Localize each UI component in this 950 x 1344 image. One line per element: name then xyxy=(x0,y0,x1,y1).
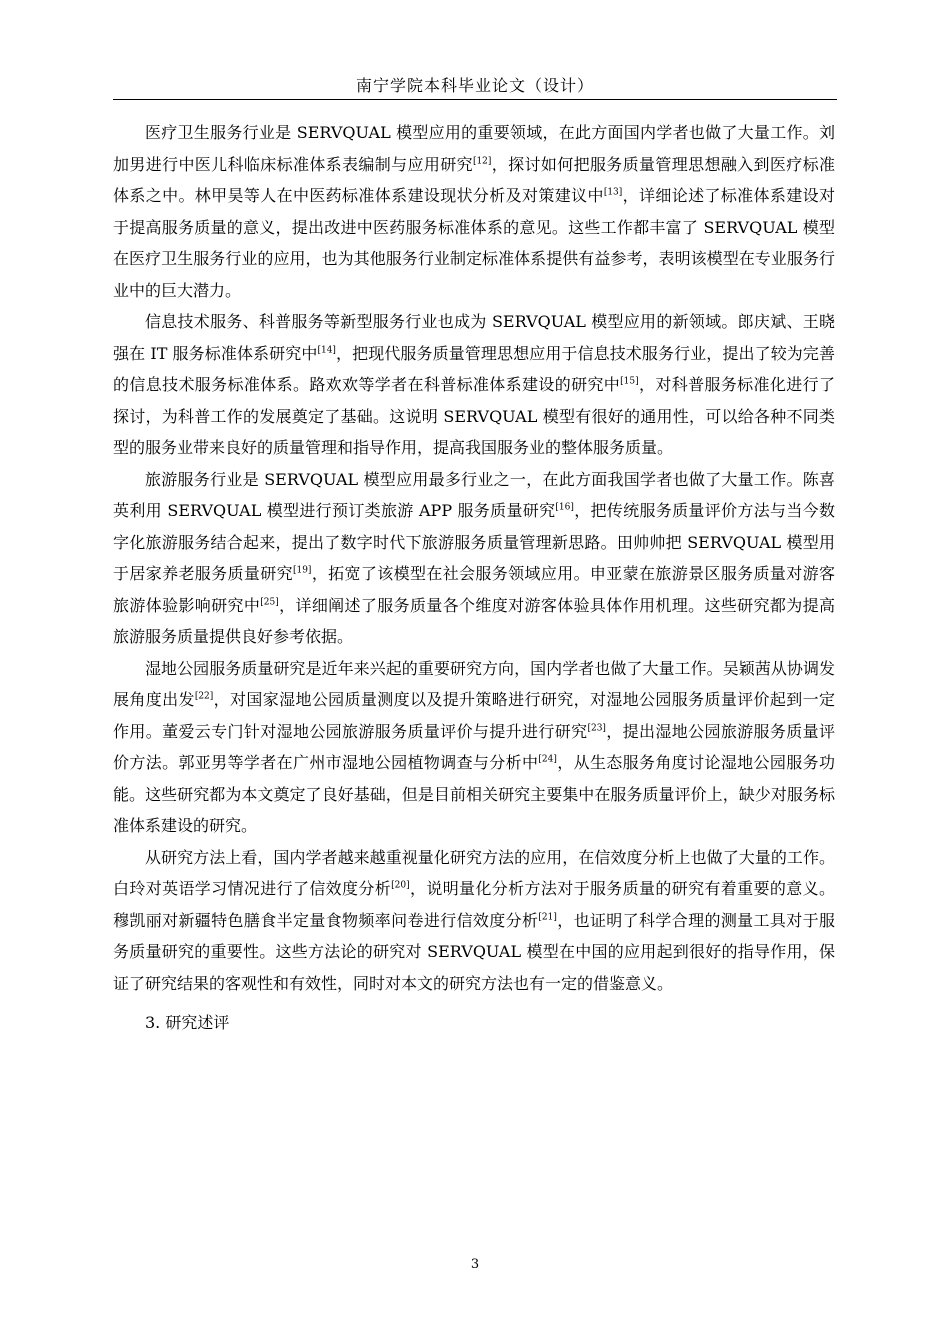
page-number: 3 xyxy=(470,1257,480,1272)
citation-ref: [12] xyxy=(472,156,492,167)
paragraph-text: 信息技术服务、科普服务等新型服务行业也成为 SERVQUAL 模型应用的新领域。郎庆斌、王晓强在 IT 服务标准体系研究中 xyxy=(113,312,835,363)
paragraph-text: ，探讨如何把服务质量管理思想融入到医疗标准体系之中。林甲昊等人在中医药标准体系建设现状分析及对策建议中 xyxy=(113,154,835,205)
paragraph-text: ，从生态服务角度讨论湿地公园服务功能。这些研究都为本文奠定了良好基础，但是目前相关研究主要集中在服务质量评价上，缺少对服务标准体系建设的研究。 xyxy=(113,753,835,835)
paragraph-text: ，把传统服务质量评价方法与当今数字化旅游服务结合起来，提出了数字时代下旅游服务质量管理新思路。田帅帅把 SERVQUAL 模型用于居家养老服务质量研究 xyxy=(113,501,835,583)
citation-ref: [23] xyxy=(587,723,606,734)
citation-ref: [15] xyxy=(620,376,639,387)
section-heading: 3. 研究述评 xyxy=(145,1013,230,1032)
header-rule xyxy=(113,99,837,100)
citation-ref: [16] xyxy=(555,502,574,513)
citation-ref: [20] xyxy=(391,880,410,891)
paragraph xyxy=(113,653,835,842)
citation-ref: [21] xyxy=(538,912,557,923)
body-text xyxy=(113,117,835,1039)
paragraph-text: ，详细阐述了服务质量各个维度对游客体验具体作用机理。这些研究都为提高旅游服务质量提供良好参考依据。 xyxy=(113,595,835,646)
page-header-title: 南宁学院本科毕业论文（设计） xyxy=(355,76,594,95)
paragraph-text: ，把现代服务质量管理思想应用于信息技术服务行业，提出了较为完善的信息技术服务标准体系。路欢欢等学者在科普标准体系建设的研究中 xyxy=(113,343,835,394)
citation-ref: [14] xyxy=(317,345,336,356)
citation-ref: [22] xyxy=(194,691,214,702)
paragraph-text: ，详细论述了标准体系建设对于提高服务质量的意义，提出改进中医药服务标准体系的意见。这些工作都丰富了 SERVQUAL 模型在医疗卫生服务行业的应用，也为其他服务行业制定标准体系提供有益参考，表明该模型在专业服务行业中的巨大潜力。 xyxy=(113,186,835,300)
citation-ref: [24] xyxy=(538,754,557,765)
paragraph xyxy=(113,306,835,464)
paragraph-text: ，拓宽了该模型在社会服务领域应用。申亚蒙在旅游景区服务质量对游客旅游体验影响研究中 xyxy=(113,564,835,615)
paragraph-text: 从研究方法上看，国内学者越来越重视量化研究方法的应用，在信效度分析上也做了大量的工作。白玲对英语学习情况进行了信效度分析 xyxy=(113,847,835,898)
citation-ref: [19] xyxy=(292,565,312,576)
paragraph-text: ，对科普服务标准化进行了探讨，为科普工作的发展奠定了基础。这说明 SERVQUAL 模型有很好的通用性，可以给各种不同类型的服务业带来良好的质量管理和指导作用，提高我国服务业的整体服务质量。 xyxy=(113,375,835,457)
paragraph xyxy=(113,117,835,306)
paragraph-text: 医疗卫生服务行业是 SERVQUAL 模型应用的重要领域，在此方面国内学者也做了大量工作。刘加男进行中医儿科临床标准体系表编制与应用研究 xyxy=(113,123,835,174)
paragraph xyxy=(113,842,835,1000)
paragraph xyxy=(113,464,835,653)
paragraph-text: ，提出湿地公园旅游服务质量评价方法。郭亚男等学者在广州市湿地公园植物调查与分析中 xyxy=(113,721,835,772)
citation-ref: [13] xyxy=(603,187,623,198)
paragraph-text: ，对国家湿地公园质量测度以及提升策略进行研究，对湿地公园服务质量评价起到一定作用。董爱云专门针对湿地公园旅游服务质量评价与提升进行研究 xyxy=(113,690,835,741)
paragraph-text: 湿地公园服务质量研究是近年来兴起的重要研究方向，国内学者也做了大量工作。吴颖茜从协调发展角度出发 xyxy=(113,658,835,709)
paragraph-text: ，说明量化分析方法对于服务质量的研究有着重要的意义。穆凯丽对新疆特色膳食半定量食物频率问卷进行信效度分析 xyxy=(113,879,835,930)
paragraph-text: 旅游服务行业是 SERVQUAL 模型应用最多行业之一，在此方面我国学者也做了大量工作。陈喜英利用 SERVQUAL 模型进行预订类旅游 APP 服务质量研究 xyxy=(113,469,835,520)
paragraph-text: ，也证明了科学合理的测量工具对于服务质量研究的重要性。这些方法论的研究对 SERVQUAL 模型在中国的应用起到很好的指导作用，保证了研究结果的客观性和有效性，同时对本文的研究方法也有一定的借鉴意义。 xyxy=(113,910,835,993)
citation-ref: [25] xyxy=(260,597,279,608)
